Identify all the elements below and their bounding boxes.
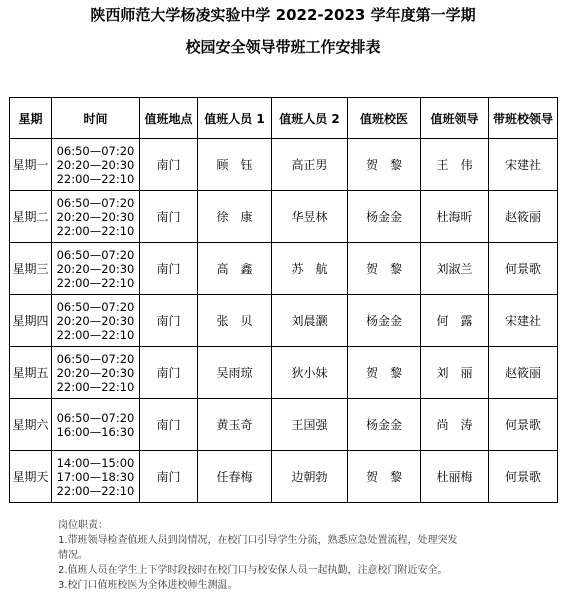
leader-cell: 杜丽梅 xyxy=(421,451,489,503)
staff2-cell: 苏 航 xyxy=(272,243,348,295)
staff1-cell: 任春梅 xyxy=(198,451,272,503)
place-cell: 南门 xyxy=(140,191,198,243)
day-cell: 星期三 xyxy=(10,243,52,295)
doctor-cell: 杨金金 xyxy=(348,295,421,347)
table-row xyxy=(10,191,558,243)
leader-cell: 刘淑兰 xyxy=(421,243,489,295)
staff2-cell: 华昱林 xyxy=(272,191,348,243)
day-cell: 星期四 xyxy=(10,295,52,347)
place-cell: 南门 xyxy=(140,399,198,451)
school-leader-cell: 何景歌 xyxy=(489,243,558,295)
duty-schedule-table xyxy=(9,97,558,503)
staff2-cell: 边朝勃 xyxy=(272,451,348,503)
doctor-cell: 贺 黎 xyxy=(348,243,421,295)
school-leader-cell: 赵筱丽 xyxy=(489,347,558,399)
table-row xyxy=(10,243,558,295)
doctor-cell: 杨金金 xyxy=(348,399,421,451)
table-header-row xyxy=(10,98,558,139)
notes-line: 1.带班领导检查值班人员到岗情况，在校门口引导学生分流，熟悉应急处置流程，处理突发 xyxy=(58,535,458,546)
staff1-cell: 张 贝 xyxy=(198,295,272,347)
time-slot: 22:00—22:10 xyxy=(56,275,135,290)
page-subtitle: 校园安全领导带班工作安排表 xyxy=(185,38,381,56)
staff2-cell: 狄小妹 xyxy=(272,347,348,399)
time-cell xyxy=(52,295,140,347)
staff1-cell: 高 鑫 xyxy=(198,243,272,295)
staff1-cell: 徐 康 xyxy=(198,191,272,243)
staff2-cell: 高正男 xyxy=(272,139,348,191)
header-day: 星期 xyxy=(10,98,52,139)
place-cell: 南门 xyxy=(140,139,198,191)
place-cell: 南门 xyxy=(140,295,198,347)
time-slot: 06:50—07:20 xyxy=(56,247,135,262)
time-slot: 20:20—20:30 xyxy=(56,261,135,276)
header-staff1: 值班人员 1 xyxy=(198,98,272,139)
notes-line: 2.值班人员在学生上下学时段按时在校门口与校安保人员一起执勤，注意校门附近安全。 xyxy=(58,565,448,576)
table-row xyxy=(10,295,558,347)
duty-notes xyxy=(58,518,558,593)
time-slot: 06:50—07:20 xyxy=(56,351,135,366)
time-cell xyxy=(52,399,140,451)
school-leader-cell: 宋建社 xyxy=(489,295,558,347)
time-slot: 22:00—22:10 xyxy=(56,223,135,238)
place-cell: 南门 xyxy=(140,451,198,503)
time-slot: 22:00—22:10 xyxy=(56,327,135,342)
place-cell: 南门 xyxy=(140,347,198,399)
time-slot: 06:50—07:20 xyxy=(56,195,135,210)
leader-cell: 何 露 xyxy=(421,295,489,347)
time-slot: 20:20—20:30 xyxy=(56,313,135,328)
time-slot: 22:00—22:10 xyxy=(56,379,135,394)
day-cell: 星期一 xyxy=(10,139,52,191)
school-leader-cell: 宋建社 xyxy=(489,139,558,191)
school-leader-cell: 何景歌 xyxy=(489,451,558,503)
doctor-cell: 贺 黎 xyxy=(348,139,421,191)
time-cell xyxy=(52,139,140,191)
time-slot: 22:00—22:10 xyxy=(56,171,135,186)
school-leader-cell: 赵筱丽 xyxy=(489,191,558,243)
school-leader-cell: 何景歌 xyxy=(489,399,558,451)
doctor-cell: 杨金金 xyxy=(348,191,421,243)
table-row xyxy=(10,399,558,451)
day-cell: 星期六 xyxy=(10,399,52,451)
table-row xyxy=(10,139,558,191)
staff1-cell: 顾 钰 xyxy=(198,139,272,191)
header-school-leader: 带班校领导 xyxy=(489,98,558,139)
time-cell xyxy=(52,191,140,243)
time-slot: 20:20—20:30 xyxy=(56,209,135,224)
time-cell xyxy=(52,243,140,295)
day-cell: 星期五 xyxy=(10,347,52,399)
header-staff2: 值班人员 2 xyxy=(272,98,348,139)
time-cell xyxy=(52,347,140,399)
notes-line: 3.校门口值班校医为全体进校师生测温。 xyxy=(58,580,238,591)
staff1-cell: 黄玉奇 xyxy=(198,399,272,451)
header-leader: 值班领导 xyxy=(421,98,489,139)
time-slot: 22:00—22:10 xyxy=(56,483,135,498)
time-slot: 20:20—20:30 xyxy=(56,365,135,380)
doctor-cell: 贺 黎 xyxy=(348,347,421,399)
staff1-cell: 吴雨琼 xyxy=(198,347,272,399)
leader-cell: 杜海昕 xyxy=(421,191,489,243)
header-place: 值班地点 xyxy=(140,98,198,139)
time-slot: 16:00—16:30 xyxy=(56,424,135,439)
leader-cell: 王 伟 xyxy=(421,139,489,191)
time-slot: 20:20—20:30 xyxy=(56,157,135,172)
time-slot: 06:50—07:20 xyxy=(56,410,135,425)
doctor-cell: 贺 黎 xyxy=(348,451,421,503)
notes-line: 情况。 xyxy=(58,550,88,561)
place-cell: 南门 xyxy=(140,243,198,295)
day-cell: 星期天 xyxy=(10,451,52,503)
time-slot: 17:00—18:30 xyxy=(56,469,135,484)
day-cell: 星期二 xyxy=(10,191,52,243)
page-title: 陕西师范大学杨凌实验中学 2022-2023 学年度第一学期 xyxy=(90,6,476,24)
staff2-cell: 王国强 xyxy=(272,399,348,451)
leader-cell: 刘 丽 xyxy=(421,347,489,399)
notes-heading: 岗位职责： xyxy=(58,520,108,531)
time-slot: 06:50—07:20 xyxy=(56,143,135,158)
table-row xyxy=(10,347,558,399)
time-cell xyxy=(52,451,140,503)
table-row xyxy=(10,451,558,503)
time-slot: 14:00—15:00 xyxy=(56,455,135,470)
header-doctor: 值班校医 xyxy=(348,98,421,139)
staff2-cell: 刘晨灏 xyxy=(272,295,348,347)
time-slot: 06:50—07:20 xyxy=(56,299,135,314)
leader-cell: 尚 涛 xyxy=(421,399,489,451)
header-time: 时间 xyxy=(52,98,140,139)
